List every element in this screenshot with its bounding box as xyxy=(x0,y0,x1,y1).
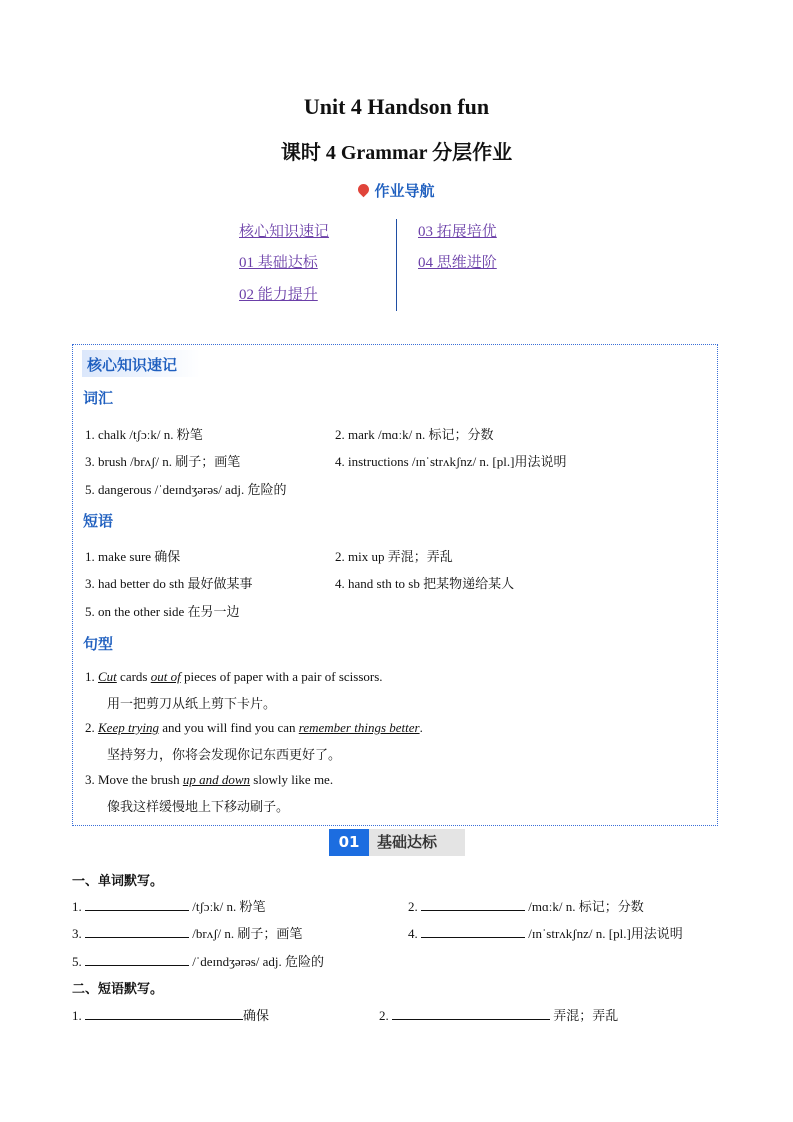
blank-item: 1. 确保 xyxy=(72,1008,270,1023)
part1-title: 一、单词默写。 xyxy=(72,874,164,889)
vocab-item: 1. chalk /tʃɔːk/ n. 粉笔 xyxy=(85,427,203,442)
answer-blank[interactable] xyxy=(85,1007,243,1020)
blank-item: 3. /brʌʃ/ n. 刷子；画笔 xyxy=(72,926,303,941)
answer-blank[interactable] xyxy=(85,925,189,938)
answer-blank[interactable] xyxy=(421,925,525,938)
answer-blank[interactable] xyxy=(421,898,525,911)
location-pin-icon xyxy=(356,182,372,198)
blank-item: 2. /mɑːk/ n. 标记；分数 xyxy=(408,899,644,914)
nav-link-01[interactable]: 01 基础达标 xyxy=(239,255,318,271)
nav-link-02[interactable]: 02 能力提升 xyxy=(239,287,318,303)
nav-link-04[interactable]: 04 思维进阶 xyxy=(418,255,497,271)
vocab-item: 3. brush /brʌʃ/ n. 刷子；画笔 xyxy=(85,454,241,469)
page-title: Unit 4 Handson fun xyxy=(303,94,490,119)
nav-divider xyxy=(396,219,397,311)
nav-link-03[interactable]: 03 拓展培优 xyxy=(418,224,497,240)
section-label: 基础达标 xyxy=(369,829,465,856)
phrase-item: 4. hand sth to sb 把某物递给某人 xyxy=(335,576,515,591)
answer-blank[interactable] xyxy=(392,1007,550,1020)
sentence-heading: 句型 xyxy=(83,635,114,653)
sentence-en: 3. Move the brush up and down slowly like me. xyxy=(85,772,334,787)
sentence-en: 1. Cut cards out of pieces of paper with a pair of scissors. xyxy=(85,669,383,684)
sentence-cn: 像我这样缓慢地上下移动刷子。 xyxy=(107,799,290,814)
vocab-item: 5. dangerous /ˈdeɪndʒərəs/ adj. 危险的 xyxy=(85,482,287,497)
phrase-item: 5. on the other side 在另一边 xyxy=(85,604,240,619)
vocab-heading: 词汇 xyxy=(83,389,114,407)
part2-title: 二、短语默写。 xyxy=(72,982,164,997)
blank-item: 2. 弄混；弄乱 xyxy=(379,1008,619,1023)
blank-item: 1. /tʃɔːk/ n. 粉笔 xyxy=(72,899,266,914)
phrase-item: 1. make sure 确保 xyxy=(85,549,181,564)
section-number: 01 xyxy=(329,829,369,856)
vocab-item: 4. instructions /ɪnˈstrʌkʃnz/ n. [pl.]用法说明 xyxy=(335,454,567,469)
blank-item: 4. /ɪnˈstrʌkʃnz/ n. [pl.]用法说明 xyxy=(408,926,683,941)
page-subtitle: 课时 4 Grammar 分层作业 xyxy=(280,142,513,164)
phrase-heading: 短语 xyxy=(83,512,114,530)
nav-heading-label: 作业导航 xyxy=(374,182,435,200)
blank-item: 5. /ˈdeɪndʒərəs/ adj. 危险的 xyxy=(72,954,325,969)
sentence-cn: 用一把剪刀从纸上剪下卡片。 xyxy=(107,696,277,711)
phrase-item: 2. mix up 弄混；弄乱 xyxy=(335,549,453,564)
phrase-item: 3. had better do sth 最好做某事 xyxy=(85,576,253,591)
answer-blank[interactable] xyxy=(85,898,189,911)
sentence-cn: 坚持努力，你将会发现你记东西更好了。 xyxy=(107,747,342,762)
sentence-en: 2. Keep trying and you will find you can remember things better. xyxy=(85,720,423,735)
section-01-badge xyxy=(329,829,465,856)
vocab-item: 2. mark /mɑːk/ n. 标记；分数 xyxy=(335,427,494,442)
nav-link-core[interactable]: 核心知识速记 xyxy=(239,224,330,240)
knowledge-title: 核心知识速记 xyxy=(87,356,178,374)
answer-blank[interactable] xyxy=(85,953,189,966)
nav-heading xyxy=(0,180,793,201)
